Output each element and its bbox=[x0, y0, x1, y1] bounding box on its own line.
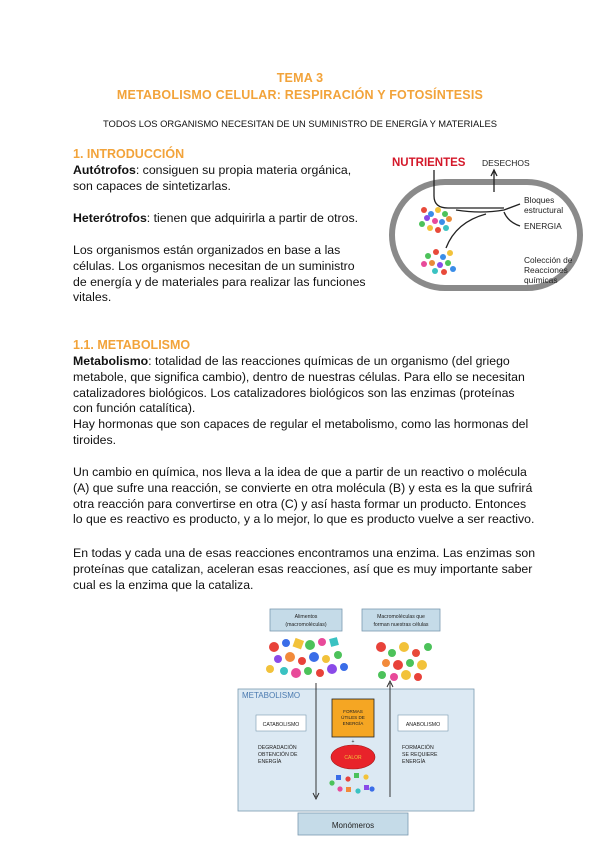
anabolismo-label: ANABOLISMO bbox=[405, 722, 441, 728]
bloques-label: Bloques bbox=[524, 195, 555, 205]
text-line: de energía y de materiales para realizar las funciones bbox=[73, 274, 366, 289]
autotrofos-term: Autótrofos bbox=[73, 163, 136, 177]
text-line: Un cambio en química, nos lleva a la idea de que a partir de un reactivo o molécula bbox=[73, 465, 527, 479]
intro-heading: 1. INTRODUCCIÓN bbox=[73, 147, 185, 161]
text-line: catalizadores biológicos. Los catalizadores biológicos son las enzimas (proteínas bbox=[73, 385, 515, 400]
organismos-paragraph bbox=[73, 243, 383, 306]
desechos-label: DESECHOS bbox=[482, 158, 530, 168]
cell-molecules-illustration bbox=[376, 642, 432, 681]
text-line: células. Los organismos necesitan de un suministro bbox=[73, 258, 355, 273]
metabolismo-box-label: METABOLISMO bbox=[242, 691, 301, 700]
heterotrofos-term: Heterótrofos bbox=[73, 211, 147, 225]
metabolismo-definition bbox=[73, 354, 573, 449]
autotrofos-paragraph bbox=[73, 163, 373, 195]
food-molecules-illustration bbox=[266, 637, 348, 678]
autotrofos-text-2: son capaces de sintetizarlas. bbox=[73, 178, 231, 193]
bloques-label-2: estructural bbox=[524, 205, 564, 215]
page-title: METABOLISMO CELULAR: RESPIRACIÓN Y FOTOSÍNTESIS bbox=[116, 88, 484, 102]
heterotrofos-text: : tienen que adquirirla a partir de otros. bbox=[146, 211, 359, 225]
text-line: vitales. bbox=[73, 290, 112, 305]
formacion-label-2: SE REQUIERE bbox=[402, 752, 438, 758]
metabolism-diagram bbox=[236, 607, 476, 839]
text-line: cual es la enzima que la cataliza. bbox=[73, 577, 254, 592]
text-line: En todas y cada una de esas reacciones encontramos una enzima. Las enzimas son bbox=[73, 546, 536, 560]
cell-diagram bbox=[386, 152, 586, 300]
alimentos-label: Alimentos bbox=[294, 614, 318, 620]
catabolismo-label: CATABOLISMO bbox=[262, 722, 300, 728]
text-line: lo que es reactivo es producto, y a lo mejor, lo que es producto vuelve a ser reactivo. bbox=[73, 512, 535, 527]
autotrofos-text: : consiguen su propia materia orgánica, bbox=[135, 163, 352, 177]
degradacion-label-3: ENERGÍA bbox=[258, 759, 282, 765]
macromoleculas-label: Macromoléculas que bbox=[377, 614, 425, 620]
degradacion-label: DEGRADACIÓN bbox=[258, 745, 297, 751]
cambio-paragraph bbox=[73, 465, 573, 528]
plus-sign: + bbox=[351, 739, 355, 745]
formacion-label-3: ENERGÍA bbox=[402, 759, 426, 765]
metabolismo-term: Metabolismo bbox=[73, 354, 149, 368]
alimentos-label-2: (macromoléculas) bbox=[285, 622, 327, 628]
degradacion-label-2: OBTENCIÓN DE bbox=[258, 752, 298, 758]
energy-forms-label-2: ÚTILES DE bbox=[341, 715, 365, 720]
nutrientes-label: NUTRIENTES bbox=[392, 157, 466, 169]
page-subtitle: TODOS LOS ORGANISMO NECESITAN DE UN SUMINISTRO DE ENERGÍA Y MATERIALES bbox=[103, 118, 497, 129]
macromoleculas-label-2: forman nuestras células bbox=[373, 622, 429, 628]
text-line: Los organismos están organizados en base a las bbox=[73, 243, 341, 257]
enzima-paragraph bbox=[73, 546, 573, 593]
formacion-label: FORMACIÓN bbox=[402, 745, 434, 751]
coleccion-label: Colección de bbox=[524, 255, 573, 265]
text-line: proteínas que catalizan, aceleran esas reacciones, así que es muy importante saber bbox=[73, 561, 533, 576]
energia-label: ENERGIA bbox=[524, 221, 562, 231]
text-line: (A) que sufre una reacción, se convierte en otra molécula (B) y esta es la que sufrirá bbox=[73, 480, 533, 495]
coleccion-label-2: Reacciones bbox=[524, 265, 568, 275]
text-line: Hay hormonas que son capaces de regular el metabolismo, como las hormonas del bbox=[73, 417, 529, 432]
energy-forms-label-3: ENERGÍA bbox=[342, 721, 364, 726]
monomeros-label: Monómeros bbox=[331, 821, 375, 830]
metabolismo-heading: 1.1. METABOLISMO bbox=[73, 338, 191, 352]
heterotrofos-paragraph bbox=[73, 211, 373, 227]
tema-number: TEMA 3 bbox=[276, 71, 324, 85]
text-line: metabole, que significa cambio), dentro de nuestras células. Para ello se necesitan bbox=[73, 369, 525, 384]
text-line: con función catalítica). bbox=[73, 401, 196, 416]
text-line: otra reacción para convertirse en otra (C) y así hasta formar un producto. Entonces bbox=[73, 496, 527, 511]
text-line: : totalidad de las reacciones químicas de un organismo (del griego bbox=[148, 354, 510, 368]
coleccion-label-3: químicas bbox=[524, 275, 558, 285]
calor-label: CALOR bbox=[344, 755, 362, 761]
text-line: tiroides. bbox=[73, 432, 117, 447]
energy-forms-label: FORMAS bbox=[343, 709, 363, 714]
